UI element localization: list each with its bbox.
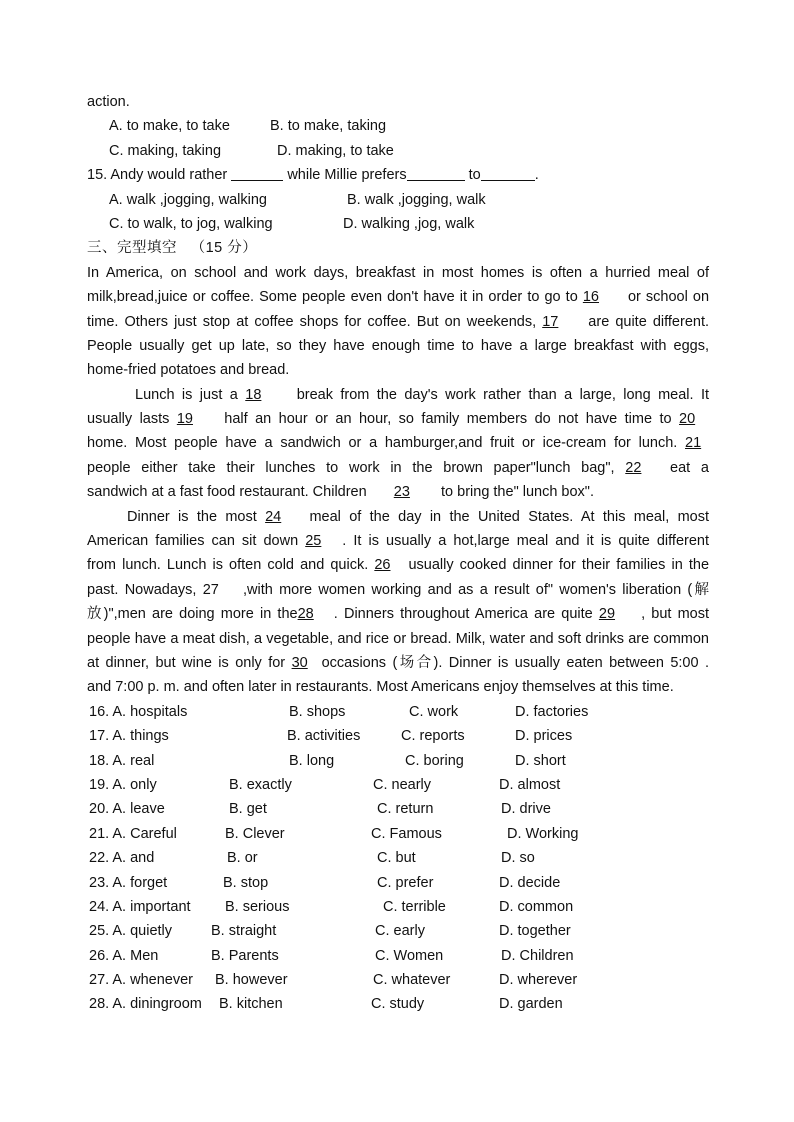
blank-21: 21 xyxy=(685,435,702,452)
p3-line-6: people have a meat dish, a vegetable, and rice or bread. Milk, water and soft drinks are common xyxy=(87,630,709,647)
q27-option-a: 27. A. whenever xyxy=(89,972,193,989)
q17-option-c: C. reports xyxy=(401,728,465,745)
q26-option-a: 26. A. Men xyxy=(89,947,159,964)
blank-26: 26 xyxy=(374,557,391,574)
q15-blank-1 xyxy=(231,165,283,181)
q27-option-c: C. whatever xyxy=(373,972,451,989)
blank-27: 27 xyxy=(202,581,219,598)
option-row-16 xyxy=(87,700,709,724)
p3-line-5: 放)",men are doing more in the28 . Dinners throughout America are quite 29 , but most xyxy=(87,602,709,626)
q14-option-b: B. to make, taking xyxy=(270,118,387,135)
q24-option-d: D. common xyxy=(499,898,574,915)
q27-option-d: D. wherever xyxy=(499,972,578,989)
worksheet-page xyxy=(87,90,709,1017)
q23-option-d: D. decide xyxy=(499,874,561,891)
q17-option-d: D. prices xyxy=(515,728,573,745)
q16-option-c: C. work xyxy=(409,703,459,720)
q28-option-b: B. kitchen xyxy=(219,996,283,1013)
blank-19: 19 xyxy=(176,411,193,428)
q24-option-b: B. serious xyxy=(225,898,290,915)
q25-option-c: C. early xyxy=(375,923,425,940)
option-row-23 xyxy=(87,871,709,895)
blank-22: 22 xyxy=(625,459,642,476)
option-row-27 xyxy=(87,968,709,992)
option-row-26 xyxy=(87,944,709,968)
q14-option-a: A. to make, to take xyxy=(109,118,230,135)
p1-line-3: time. Others just stop at coffee shops for coffee. But on weekends, 17 are quite different. xyxy=(87,310,709,334)
blank-25: 25 xyxy=(305,533,322,550)
q14-tail: action. xyxy=(87,94,130,110)
q17-option-a: 17. A. things xyxy=(89,728,169,745)
q26-option-b: B. Parents xyxy=(211,947,279,964)
q15-option-c: C. to walk, to jog, walking xyxy=(109,215,273,232)
p3-line-8: and 7:00 p. m. and often later in restaurants. Most Americans enjoy themselves at this time. xyxy=(87,679,674,696)
q27-option-b: B. however xyxy=(215,972,288,989)
option-row-17 xyxy=(87,724,709,748)
q14-options-row-1 xyxy=(87,114,709,138)
p3-line-7: at dinner, but wine is only for 30 occasions (场合). Dinner is usually eaten between 5:00 . xyxy=(87,651,709,675)
q24-option-c: C. terrible xyxy=(383,898,446,915)
p3-line-3: from lunch. Lunch is often cold and quick. 26 usually cooked dinner for their families in the xyxy=(87,553,709,577)
q22-option-c: C. but xyxy=(377,850,416,867)
blank-20: 20 xyxy=(679,411,696,428)
option-row-18 xyxy=(87,749,709,773)
p1-line-5: home-fried potatoes and bread. xyxy=(87,362,290,379)
q15-option-d: D. walking ,jog, walk xyxy=(343,215,475,232)
q16-option-b: B. shops xyxy=(289,703,346,720)
q15-option-a: A. walk ,jogging, walking xyxy=(109,191,267,208)
q15-blank-2 xyxy=(407,165,465,181)
q19-option-b: B. exactly xyxy=(229,776,292,793)
p2-line-4: people either take their lunches to work in the brown paper"lunch bag", 22 eat a xyxy=(87,456,709,480)
q15-options-row-1 xyxy=(87,188,709,212)
q21-option-d: D. Working xyxy=(507,825,579,842)
option-row-19 xyxy=(87,773,709,797)
q19-option-c: C. nearly xyxy=(373,776,432,793)
q20-option-d: D. drive xyxy=(501,801,551,818)
q26-option-c: C. Women xyxy=(375,947,444,964)
q23-option-c: C. prefer xyxy=(377,874,434,891)
q19-option-d: D. almost xyxy=(499,776,561,793)
p2-line-5: sandwich at a fast food restaurant. Children 23 to bring the" lunch box". xyxy=(87,480,709,504)
q18-option-c: C. boring xyxy=(405,752,464,769)
p2-line-2: usually lasts 19 half an hour or an hour, so family members do not have time to 20 xyxy=(87,407,709,431)
blank-16: 16 xyxy=(582,289,599,306)
q15-stem: 15. Andy would rather while Millie prefers to . xyxy=(87,167,539,184)
q25-option-b: B. straight xyxy=(211,923,277,940)
blank-29: 29 xyxy=(598,606,616,623)
option-row-28 xyxy=(87,992,709,1016)
section-title: 三、完型填空 （15 分） xyxy=(87,240,258,257)
q15-options-row-2 xyxy=(87,212,709,236)
option-row-21 xyxy=(87,822,709,846)
q26-option-d: D. Children xyxy=(501,947,574,964)
q18-option-b: B. long xyxy=(289,752,335,769)
blank-23: 23 xyxy=(393,484,410,501)
q20-option-a: 20. A. leave xyxy=(89,801,165,818)
blank-18: 18 xyxy=(245,386,262,403)
p3-line-1: Dinner is the most 24 meal of the day in the United States. At this meal, most xyxy=(87,505,709,529)
q15-blank-3 xyxy=(481,165,535,181)
option-row-24 xyxy=(87,895,709,919)
q16-option-a: 16. A. hospitals xyxy=(89,703,188,720)
q20-option-b: B. get xyxy=(229,801,267,818)
q16-option-d: D. factories xyxy=(515,703,589,720)
blank-28: 28 xyxy=(297,606,314,623)
q22-option-d: D. so xyxy=(501,850,535,867)
p2-line-3: home. Most people have a sandwich or a hamburger,and fruit or ice-cream for lunch. 21 xyxy=(87,431,709,455)
q14-option-c: C. making, taking xyxy=(109,142,222,159)
option-row-25 xyxy=(87,919,709,943)
p1-line-4: People usually get up late, so they have enough time to have a large breakfast with eggs, xyxy=(87,337,709,354)
p2-line-1: Lunch is just a 18 break from the day's work rather than a large, long meal. It xyxy=(87,383,709,407)
q23-option-a: 23. A. forget xyxy=(89,874,168,891)
option-row-22 xyxy=(87,846,709,870)
q28-option-c: C. study xyxy=(371,996,425,1013)
q25-option-a: 25. A. quietly xyxy=(89,923,173,940)
p1-line-2: milk,bread,juice or coffee. Some people even don't have it in order to go to 16 or school on xyxy=(87,285,709,309)
q24-option-a: 24. A. important xyxy=(89,898,191,915)
q21-option-a: 21. A. Careful xyxy=(89,825,177,842)
blank-17: 17 xyxy=(542,313,559,330)
q20-option-c: C. return xyxy=(377,801,434,818)
q14-options-row-2 xyxy=(87,139,709,163)
q23-option-b: B. stop xyxy=(223,874,269,891)
q15-option-b: B. walk ,jogging, walk xyxy=(347,191,486,208)
q18-option-d: D. short xyxy=(515,752,566,769)
blank-30: 30 xyxy=(291,654,308,671)
q21-option-c: C. Famous xyxy=(371,825,442,842)
q21-option-b: B. Clever xyxy=(225,825,285,842)
p3-line-4: past. Nowadays, 27 ,with more women working and as a result of" women's liberation (解 xyxy=(87,578,709,602)
q18-option-a: 18. A. real xyxy=(89,752,155,769)
q19-option-a: 19. A. only xyxy=(89,776,157,793)
option-row-20 xyxy=(87,797,709,821)
options-list xyxy=(87,700,709,1017)
q17-option-b: B. activities xyxy=(287,728,361,745)
q22-option-a: 22. A. and xyxy=(89,850,155,867)
q14-option-d: D. making, to take xyxy=(277,142,394,159)
p3-line-2: American families can sit down 25 . It is usually a hot,large meal and it is quite different xyxy=(87,529,709,553)
p1-line-1: In America, on school and work days, breakfast in most homes is often a hurried meal of xyxy=(87,264,709,281)
q25-option-d: D. together xyxy=(499,923,571,940)
q22-option-b: B. or xyxy=(227,850,258,867)
blank-24: 24 xyxy=(265,508,282,525)
q28-option-a: 28. A. diningroom xyxy=(89,996,202,1013)
q28-option-d: D. garden xyxy=(499,996,563,1013)
